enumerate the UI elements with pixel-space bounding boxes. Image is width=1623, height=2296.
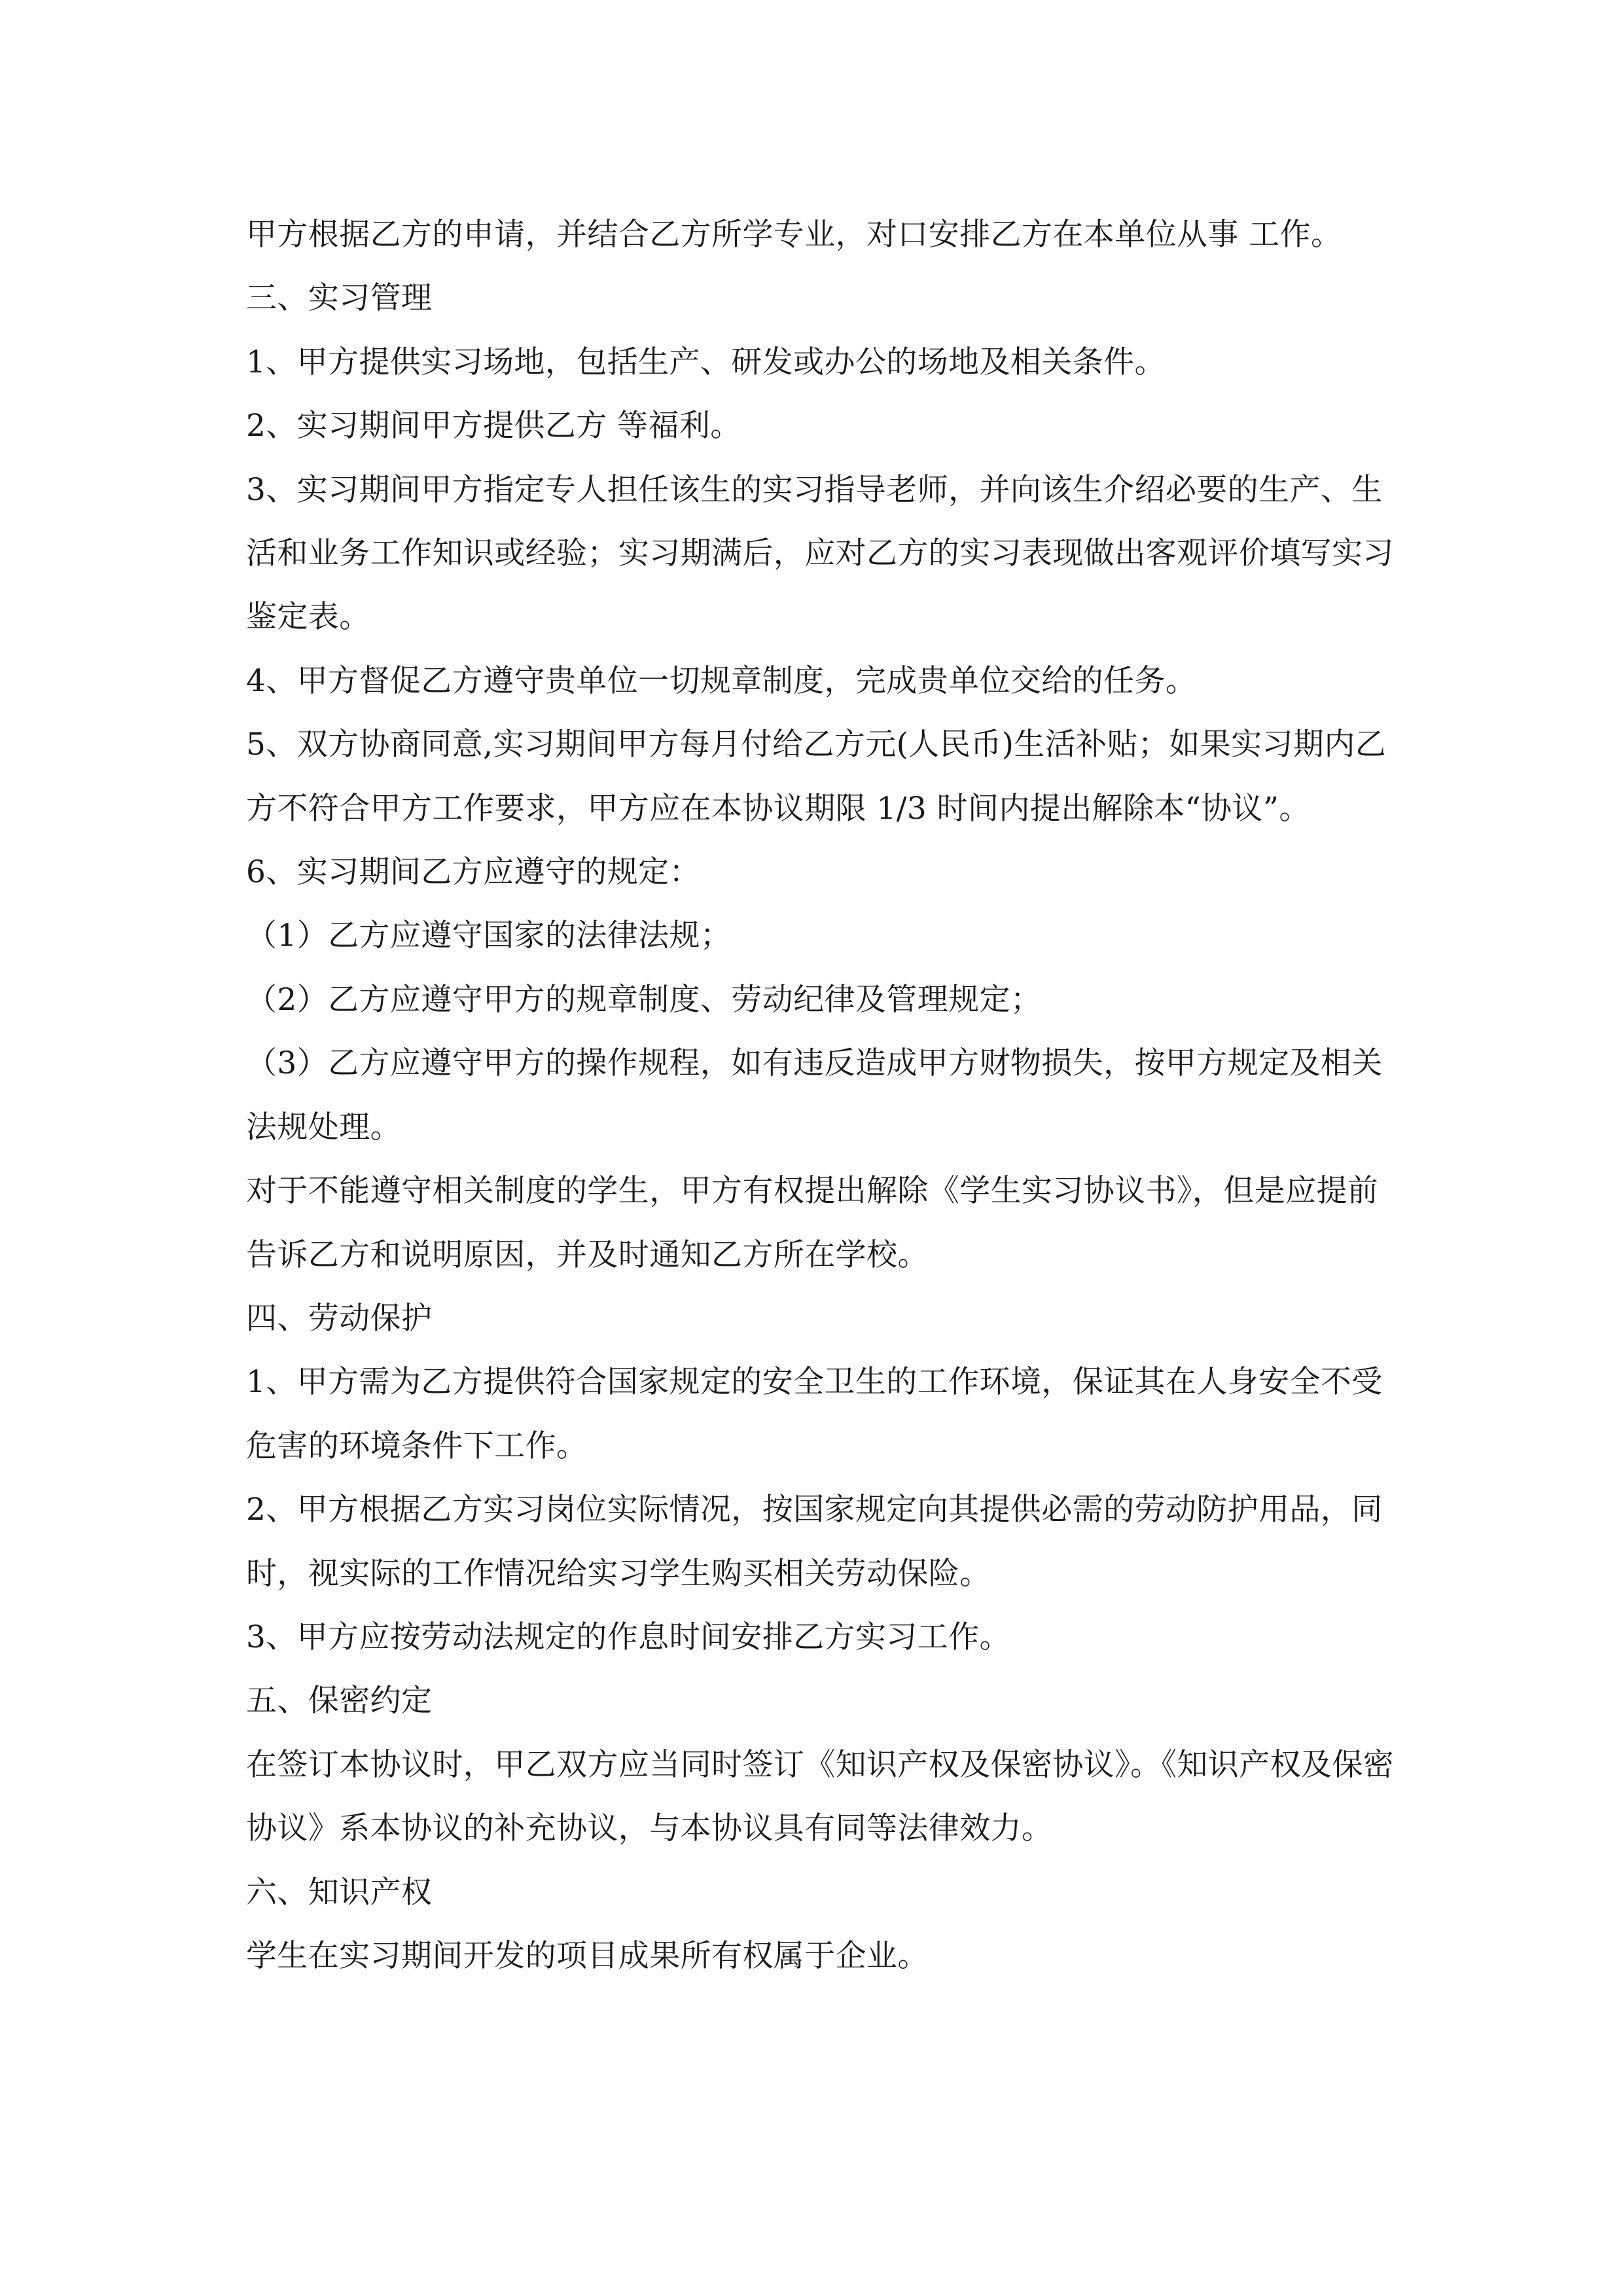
clause-3-5: 5、双方协商同意,实习期间甲方每月付给乙方元(人民币)生活补贴；如果实习期内乙方不符合甲方工作要求，甲方应在本协议期限 1/3 时间内提出解除本“协议”。 — [246, 726, 1387, 827]
rule-item-2: （2）乙方应遵守甲方的规章制度、劳动纪律及管理规定； — [246, 981, 1042, 1018]
paragraph-termination: 对于不能遵守相关制度的学生，甲方有权提出解除《学生实习协议书》，但是应提前告诉乙方和说明原因，并及时通知乙方所在学校。 — [246, 1173, 1379, 1273]
section-heading-intellectual-property: 六、知识产权 — [246, 1874, 433, 1910]
document-body — [246, 203, 1398, 1988]
clause-3-1: 1、甲方提供实习场地，包括生产、研发或办公的场地及相关条件。 — [246, 344, 1166, 380]
rule-item-1: （1）乙方应遵守国家的法律法规； — [246, 918, 732, 954]
paragraph-confidentiality: 在签订本协议时，甲乙双方应当同时签订《知识产权及保密协议》。《知识产权及保密协议》系本协议的补充协议，与本协议具有同等法律效力。 — [246, 1746, 1395, 1847]
clause-3-2: 2、实习期间甲方提供乙方 等福利。 — [246, 408, 741, 444]
section-heading-confidentiality: 五、保密约定 — [246, 1683, 433, 1719]
clause-4-3: 3、甲方应按劳动法规定的作息时间安排乙方实习工作。 — [246, 1619, 1010, 1655]
clause-4-1: 1、甲方需为乙方提供符合国家规定的安全卫生的工作环境，保证其在人身安全不受危害的环境条件下工作。 — [246, 1364, 1383, 1464]
clause-3-6: 6、实习期间乙方应遵守的规定： — [246, 854, 700, 891]
section-heading-internship-management: 三、实习管理 — [246, 280, 433, 317]
clause-3-4: 4、甲方督促乙方遵守贵单位一切规章制度，完成贵单位交给的任务。 — [246, 662, 1197, 699]
paragraph-work-assignment: 甲方根据乙方的申请，并结合乙方所学专业，对口安排乙方在本单位从事 工作。 — [246, 217, 1342, 253]
section-heading-labor-protection: 四、劳动保护 — [246, 1300, 433, 1336]
paragraph-intellectual-property: 学生在实习期间开发的项目成果所有权属于企业。 — [246, 1937, 929, 1974]
clause-4-2: 2、甲方根据乙方实习岗位实际情况，按国家规定向其提供必需的劳动防护用品，同时，视实际的工作情况给实习学生购买相关劳动保险。 — [246, 1492, 1383, 1592]
clause-3-3: 3、实习期间甲方指定专人担任该生的实习指导老师，并向该生介绍必要的生产、生活和业务工作知识或经验；实习期满后，应对乙方的实习表现做出客观评价填写实习鉴定表。 — [246, 471, 1394, 636]
rule-item-3: （3）乙方应遵守甲方的操作规程，如有违反造成甲方财物损失，按甲方规定及相关法规处理。 — [246, 1045, 1383, 1145]
